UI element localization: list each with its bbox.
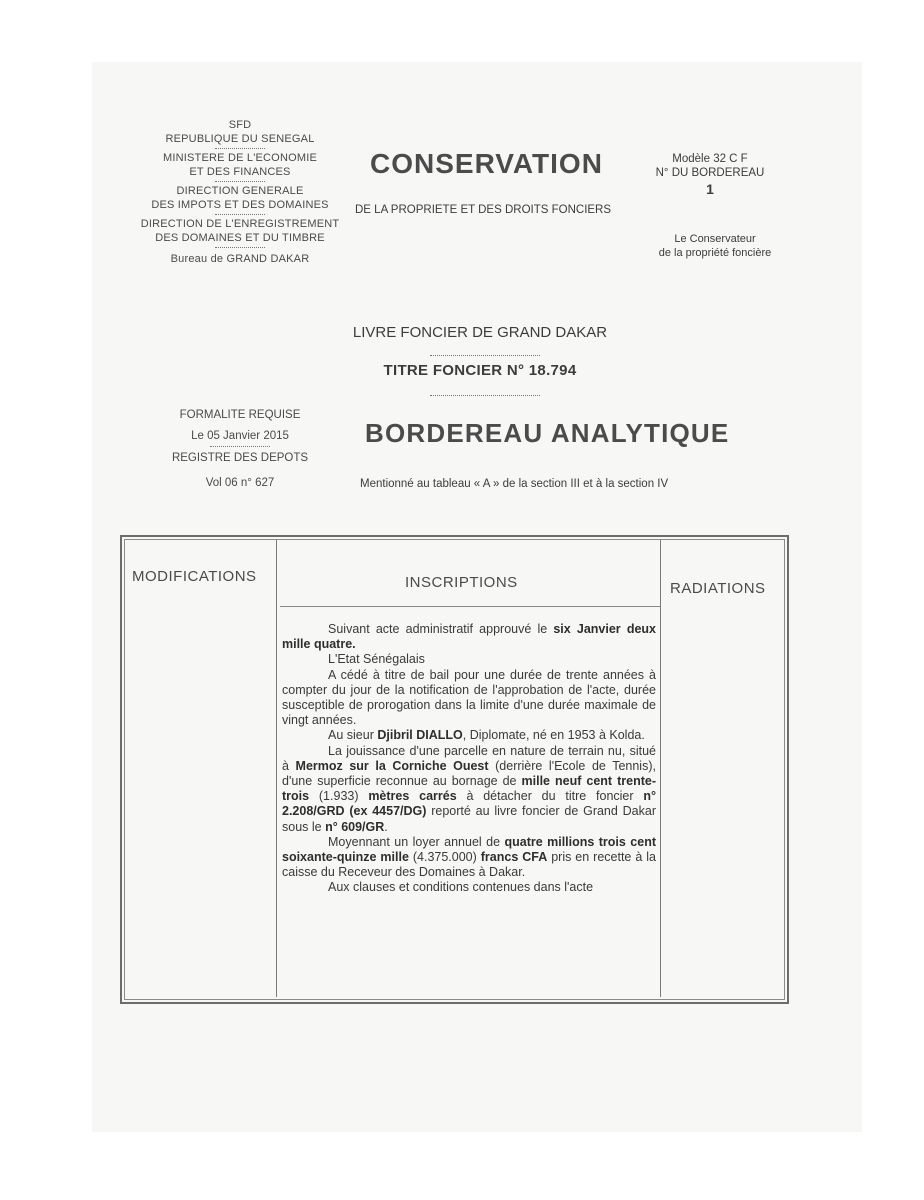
inscription-text xyxy=(282,622,656,896)
divider xyxy=(430,355,540,356)
motto: SFD xyxy=(228,119,252,131)
bureau-name: Bureau de GRAND DAKAR xyxy=(170,253,310,265)
sub-direction-line-2: DES DOMAINES ET DU TIMBRE xyxy=(155,232,325,244)
formalite-block xyxy=(155,408,325,497)
paragraph: Suivant acte administratif approuvé le six Janvier deux mille quatre. xyxy=(282,622,657,652)
ministry-line-2: ET DES FINANCES xyxy=(189,166,291,178)
paragraph: Au sieur Djibril DIALLO, Diplomate, né en 1953 à Kolda. xyxy=(328,728,645,743)
column-header-inscriptions: INSCRIPTIONS xyxy=(405,574,518,591)
column-divider xyxy=(660,540,661,997)
divider xyxy=(215,148,265,149)
issuing-authority-block xyxy=(130,118,350,266)
conservateur-signature xyxy=(640,232,790,260)
document-title: BORDEREAU ANALYTIQUE xyxy=(365,418,730,448)
model-code: Modèle 32 C F xyxy=(672,153,748,165)
section-mention: Mentionné au tableau « A » de la section III et à la section IV xyxy=(360,478,669,490)
divider xyxy=(430,395,540,396)
header-subtitle: DE LA PROPRIETE ET DES DROITS FONCIERS xyxy=(355,204,612,216)
conservateur-line-1: Le Conservateur xyxy=(674,233,756,245)
header-title: CONSERVATION xyxy=(370,148,603,179)
direction-line-1: DIRECTION GENERALE xyxy=(176,185,304,197)
direction-line-2: DES IMPOTS ET DES DOMAINES xyxy=(151,199,329,211)
divider xyxy=(215,214,265,215)
titre-foncier: TITRE FONCIER N° 18.794 xyxy=(383,362,577,379)
conservateur-line-2: de la propriété foncière xyxy=(658,247,772,259)
divider xyxy=(210,446,270,447)
livre-foncier: LIVRE FONCIER DE GRAND DAKAR xyxy=(352,324,608,341)
column-divider xyxy=(276,540,277,997)
ministry-line-1: MINISTERE DE L'ECONOMIE xyxy=(163,152,317,164)
republic-name: REPUBLIQUE DU SENEGAL xyxy=(165,133,315,145)
divider xyxy=(215,181,265,182)
divider xyxy=(215,247,265,248)
registre-volume: Vol 06 n° 627 xyxy=(205,477,275,489)
bordereau-number-label: N° DU BORDEREAU xyxy=(655,167,765,179)
formalite-label: FORMALITE REQUISE xyxy=(179,409,301,421)
paragraph: L'Etat Sénégalais xyxy=(328,652,425,667)
paragraph: Aux clauses et conditions contenues dans l'acte xyxy=(328,880,594,895)
model-block xyxy=(640,152,780,196)
sub-direction-line-1: DIRECTION DE L'ENREGISTREMENT xyxy=(140,218,340,230)
registre-label: REGISTRE DES DEPOTS xyxy=(171,452,309,464)
bordereau-number: 1 xyxy=(706,181,714,197)
paragraph: Moyennant un loyer annuel de quatre millions trois cent soixante-quinze mille (4.375.000) francs CFA pris en recette à la caisse du Receveur des Domaines à Dakar. xyxy=(282,834,656,880)
paragraph: A cédé à titre de bail pour une durée de trente années à compter du jour de la notification de l'approbation de l'acte, durée susceptible de prorogation dans la limite d'une durée maximale de vingt années. xyxy=(282,667,656,728)
column-header-radiations: RADIATIONS xyxy=(670,580,766,597)
formalite-date: Le 05 Janvier 2015 xyxy=(191,430,289,442)
paragraph: La jouissance d'une parcelle en nature de terrain nu, situé à Mermoz sur la Corniche Ouest (derrière l'Ecole de Tennis), d'une superficie reconnue au bornage de mille neuf cent trente-trois (1.933) mètres carrés à détacher du titre foncier n° 2.208/GRD (ex 4457/DG) reporté au livre foncier de Grand Dakar sous le n° 609/GR. xyxy=(282,743,656,834)
header-divider xyxy=(280,606,660,607)
column-header-modifications: MODIFICATIONS xyxy=(132,568,257,585)
